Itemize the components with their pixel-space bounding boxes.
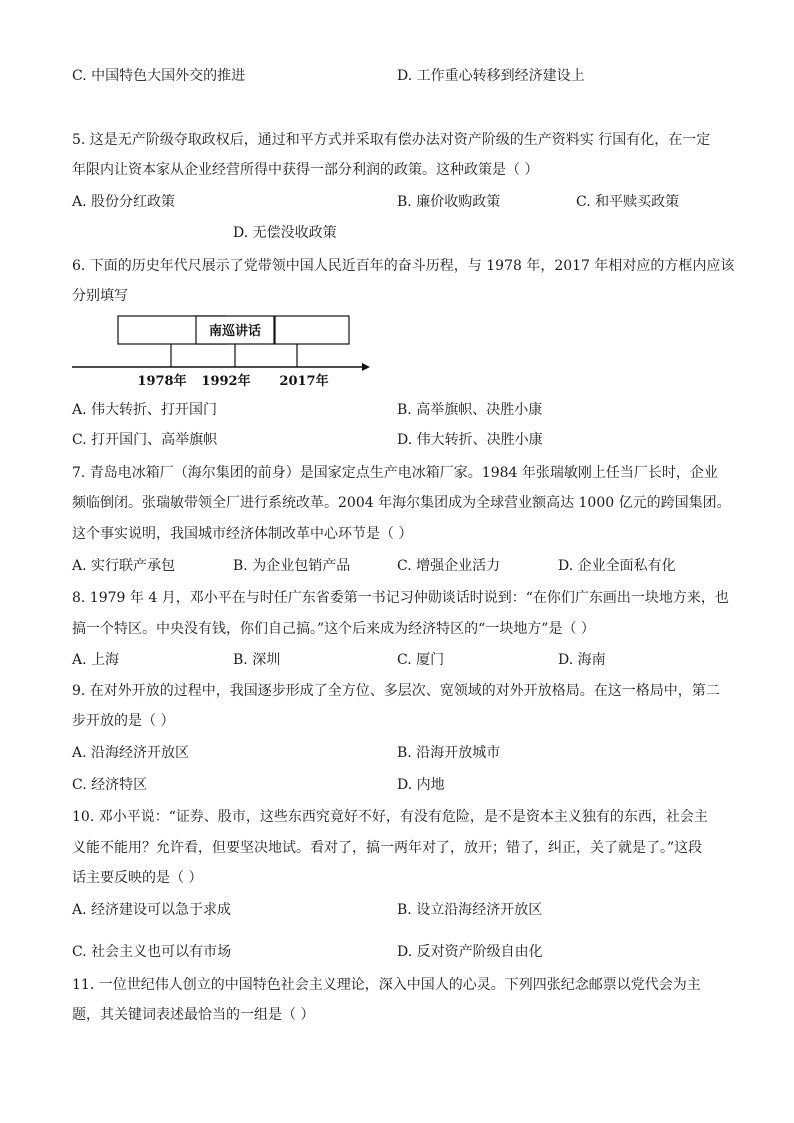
q9-stem-line-1: 9. 在对外开放的过程中，我国逐步形成了全方位、多层次、宽领域的对外开放格局。在这一格局中，第二: [72, 683, 720, 699]
q10-option-a: A. 经济建设可以急于求成: [72, 902, 232, 918]
timeline-year-2017: 2017年: [279, 374, 329, 389]
q9-option-a: A. 沿海经济开放区: [72, 745, 190, 761]
q5-option-d: D. 无偿没收政策: [233, 225, 337, 241]
q9-option-b: B. 沿海开放城市: [397, 745, 501, 761]
q9-option-d: D. 内地: [397, 777, 445, 793]
q10-option-c: C. 社会主义也可以有市场: [72, 944, 232, 960]
q7-stem-line-1: 7. 青岛电冰箱厂（海尔集团的前身）是国家定点生产电冰箱厂家。1984 年张瑞敏刚上任当厂长时，企业: [72, 465, 718, 481]
q4-option-c: C. 中国特色大国外交的推进: [72, 68, 246, 84]
q10-stem-line-2: 义能不能用？允许看，但要坚决地试。看对了，搞一两年对了，放开；错了，纠正，关了就是了。”这段: [72, 840, 703, 856]
timeline-year-1992: 1992年: [201, 374, 251, 389]
q7-option-c: C. 增强企业活力: [397, 558, 501, 574]
q10-stem-line-3: 话主要反映的是（ ）: [72, 870, 203, 886]
q8-option-d: D. 海南: [558, 652, 606, 668]
q8-stem-line-2: 搞一个特区。中央没有钱，你们自己搞。”这个后来成为经济特区的“一块地方”是（ ）: [72, 621, 595, 637]
timeline-arrow-icon: [362, 363, 370, 371]
q5-option-a: A. 股份分红政策: [72, 194, 176, 210]
timeline-box-2017: [275, 316, 349, 344]
history-timeline: [70, 312, 370, 392]
q6-option-a: A. 伟大转折、打开国门: [72, 402, 218, 418]
q6-option-c: C. 打开国门、高举旗帜: [72, 432, 218, 448]
q11-stem-line-1: 11. 一位世纪伟人创立的中国特色社会主义理论，深入中国人的心灵。下列四张纪念邮票以党代会为主: [72, 977, 701, 993]
q6-stem-line-2: 分别填写: [72, 288, 128, 304]
q7-option-d: D. 企业全面私有化: [558, 558, 676, 574]
timeline-box-label: 南巡讲话: [208, 324, 262, 339]
q11-stem-line-2: 题，其关键词表述最恰当的一组是（ ）: [72, 1007, 315, 1023]
q7-option-a: A. 实行联产承包: [72, 558, 176, 574]
q9-option-c: C. 经济特区: [72, 777, 148, 793]
q8-stem-line-1: 8. 1979 年 4 月，邓小平在与时任广东省委第一书记习仲勋谈话时说到：“在你们广东画出一块地方来，也: [72, 590, 729, 606]
q5-option-c: C. 和平赎买政策: [576, 194, 680, 210]
q10-stem-line-1: 10. 邓小平说：“证券、股市，这些东西究竟好不好，有没有危险，是不是资本主义独有的东西，社会主: [72, 809, 708, 825]
q7-option-b: B. 为企业包销产品: [233, 558, 351, 574]
q6-option-d: D. 伟大转折、决胜小康: [397, 432, 543, 448]
q5-stem-line-2: 年限内让资本家从企业经营所得中获得一部分利润的政策。这种政策是（ ）: [72, 162, 539, 178]
q10-option-b: B. 设立沿海经济开放区: [397, 902, 543, 918]
timeline-year-1978: 1978年: [137, 374, 187, 389]
q6-stem-line-1: 6. 下面的历史年代尺展示了党带领中国人民近百年的奋斗历程，与 1978 年，2017 年相对应的方框内应该: [72, 258, 735, 274]
q7-stem-line-2: 频临倒闭。张瑞敏带领全厂进行系统改革。2004 年海尔集团成为全球营业额高达 1000 亿元的跨国集团。: [72, 495, 731, 511]
q8-option-a: A. 上海: [72, 652, 120, 668]
q9-stem-line-2: 步开放的是（ ）: [72, 713, 175, 729]
q7-stem-line-3: 这个事实说明，我国城市经济体制改革中心环节是（ ）: [72, 526, 413, 542]
q8-option-c: C. 厦门: [397, 652, 445, 668]
q5-stem-line-1: 5. 这是无产阶级夺取政权后，通过和平方式并采取有偿办法对资产阶级的生产资料实 行国有化，在一定: [72, 132, 711, 148]
q4-option-d: D. 工作重心转移到经济建设上: [397, 68, 585, 84]
q6-option-b: B. 高举旗帜、决胜小康: [397, 402, 543, 418]
q5-option-b: B. 廉价收购政策: [397, 194, 501, 210]
q8-option-b: B. 深圳: [233, 652, 281, 668]
q10-option-d: D. 反对资产阶级自由化: [397, 944, 543, 960]
